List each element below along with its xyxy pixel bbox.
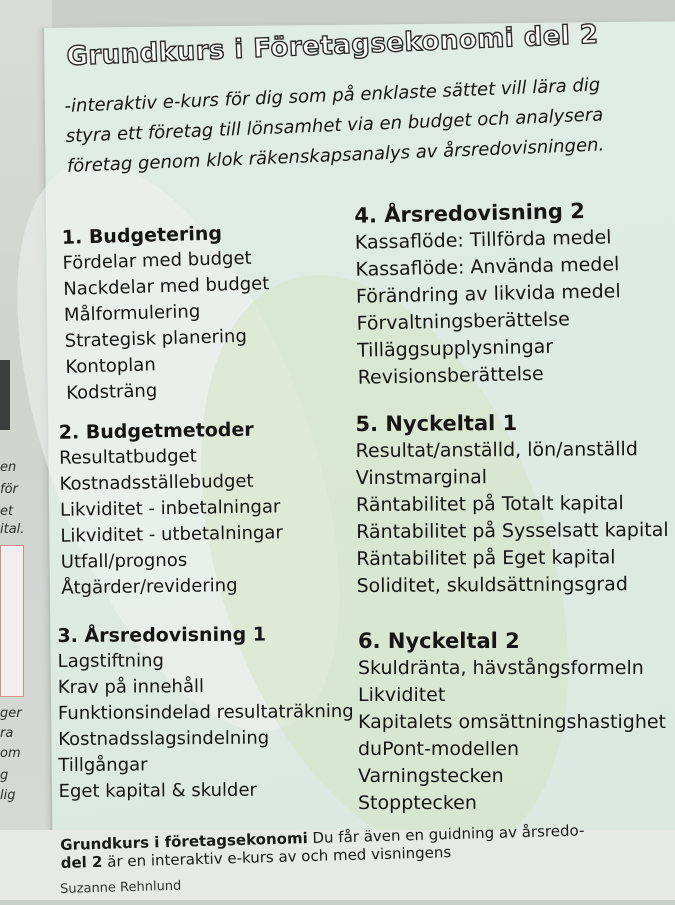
section-arsredovisning-2 <box>354 197 623 392</box>
section-item: Målformulering <box>63 301 201 326</box>
section-item: Stopptecken <box>358 792 477 814</box>
section-item: Kostnadsslagsindelning <box>58 727 270 751</box>
section-item: Likviditet - utbetalningar <box>60 522 283 547</box>
section-item: Likviditet <box>358 684 446 706</box>
section-item: Kostnadsställebudget <box>59 470 254 495</box>
section-item: Fördelar med budget <box>62 247 252 274</box>
section-item: duPont-modellen <box>358 738 520 760</box>
section-item: Kontoplan <box>65 354 157 378</box>
section-nyckeltal-1 <box>355 409 669 600</box>
section-item: Räntabilitet på Totalt kapital <box>355 492 624 517</box>
section-item: Räntabilitet på Sysselsatt kapital <box>356 518 669 544</box>
left-fragment: lig <box>0 788 16 803</box>
left-fragment: en <box>0 460 17 475</box>
section-title: 4. Årsredovisning 2 <box>354 198 586 228</box>
intro-line: företag genom klok räkenskapsanalys av årsredovisningen. <box>66 134 605 177</box>
section-item: Skuldränta, hävstångsformeln <box>358 657 644 679</box>
section-item: Förvaltningsberättelse <box>356 308 571 335</box>
section-item: Vinstmarginal <box>355 466 488 490</box>
section-item: Kapitalets omsättningshastighet <box>358 711 667 733</box>
section-arsredovisning-1 <box>57 621 354 805</box>
section-item: Kodsträng <box>65 380 158 404</box>
section-item: Tilläggsupplysningar <box>356 335 554 362</box>
section-item: Varningstecken <box>358 765 504 787</box>
footer-bold: Grundkurs i företagsekonomi <box>60 829 308 854</box>
section-title: 6. Nyckeltal 2 <box>358 629 520 653</box>
section-nyckeltal-2 <box>358 628 666 817</box>
footer-text: visningens <box>370 843 452 864</box>
section-item: Nackdelar med budget <box>63 273 270 300</box>
section-item: Utfall/prognos <box>60 549 188 573</box>
section-item: Soliditet, skuldsättningsgrad <box>356 573 628 598</box>
section-item: Tillgångar <box>58 754 148 777</box>
section-item: Funktionsindelad resultaträkning <box>57 700 354 725</box>
section-item: Resultatbudget <box>59 445 197 469</box>
section-item: Åtgärder/revidering <box>61 574 238 599</box>
left-fragment: om <box>0 746 21 761</box>
section-item: Räntabilitet på Eget kapital <box>356 546 616 571</box>
dark-graphic <box>0 360 10 430</box>
footer-text: Du får även en guidning av årsredo- <box>312 821 585 847</box>
section-item: Eget kapital & skulder <box>58 779 257 803</box>
intro-line: styra ett företag till lönsamhet via en budget och analysera <box>65 104 604 147</box>
left-fragment: ger <box>0 706 22 721</box>
intro-line: -interaktiv e-kurs för dig som på enklaste sättet vill lära dig <box>64 74 601 117</box>
section-item: Kassaflöde: Använda medel <box>355 253 620 281</box>
footer-bold: del 2 <box>60 852 103 872</box>
section-item: Krav på innehåll <box>57 676 205 699</box>
footer-text: är en interaktiv e-kurs av och med <box>106 845 367 871</box>
pink-card-edge <box>0 545 24 697</box>
section-item: Förändring av likvida medel <box>355 280 621 308</box>
section-item: Resultat/anställd, lön/anställd <box>355 438 638 463</box>
section-item: Likviditet - inbetalningar <box>59 496 281 521</box>
section-item: Lagstiftning <box>57 650 164 673</box>
left-fragment: för <box>0 482 18 497</box>
section-title: 2. Budgetmetoder <box>58 418 254 444</box>
left-fragment: ital. <box>0 522 25 537</box>
section-budgetering <box>61 219 272 407</box>
section-item: Revisionsberättelse <box>357 362 544 389</box>
section-item: Kassaflöde: Tillförda medel <box>354 226 612 254</box>
section-budgetmetoder <box>59 416 284 601</box>
section-title: 3. Årsredovisning 1 <box>57 623 267 648</box>
footer-author: Suzanne Rehnlund <box>60 878 182 897</box>
left-fragment: ra <box>0 726 14 741</box>
section-item: Strategisk planering <box>64 325 248 352</box>
left-fragment: g <box>0 768 9 783</box>
section-title: 5. Nyckeltal 1 <box>355 410 518 437</box>
section-title: 1. Budgetering <box>61 222 223 249</box>
course-title: Grundkurs i Företagsekonomi del 2 <box>66 19 600 72</box>
left-fragment: et <box>0 504 14 519</box>
